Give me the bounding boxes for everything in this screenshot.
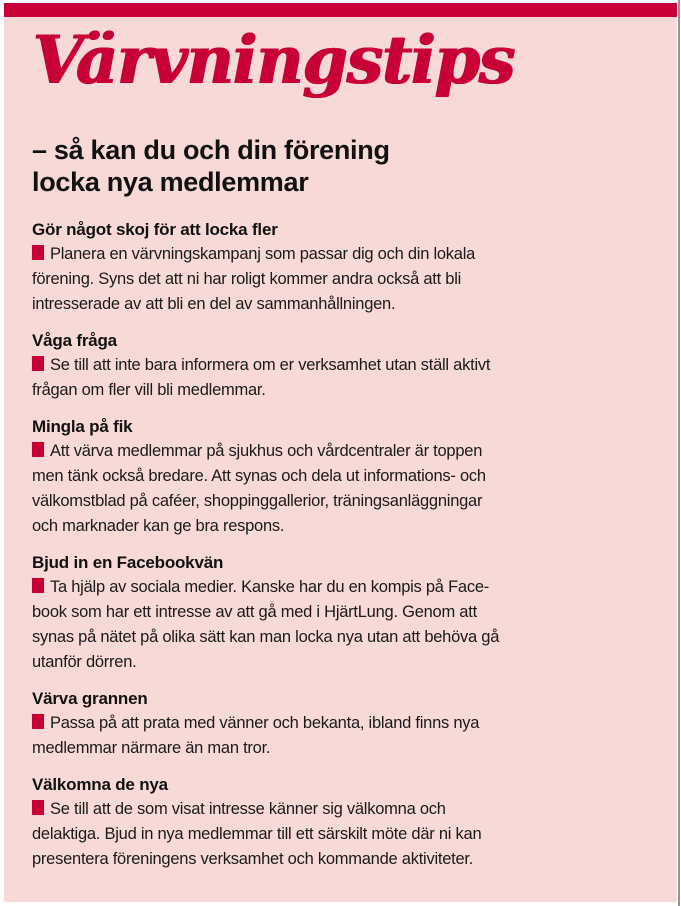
tip-line: [32, 242, 632, 267]
subtitle-line-1: – så kan du och din förening: [32, 135, 390, 165]
tip-item: [32, 415, 632, 539]
tip-body: [32, 353, 632, 403]
tip-heading: Våga fråga: [32, 331, 117, 350]
tip-item: [32, 218, 632, 317]
bullet-square-icon: [32, 245, 44, 260]
subtitle-line-2: locka nya medlemmar: [32, 167, 309, 197]
bullet-square-icon: [32, 714, 44, 729]
tip-heading: Välkomna de nya: [32, 775, 168, 794]
page-right-edge: [678, 0, 680, 906]
bullet-square-icon: [32, 578, 44, 593]
tip-heading: Bjud in en Facebookvän: [32, 553, 224, 572]
tip-line: frågan om fler vill bli medlemmar.: [32, 381, 266, 399]
tip-body: [32, 797, 632, 872]
bullet-square-icon: [32, 356, 44, 371]
tip-line: och marknader kan ge bra respons.: [32, 517, 285, 535]
tip-line: utanför dörren.: [32, 653, 137, 671]
tip-line: [32, 353, 632, 378]
tip-body: [32, 711, 632, 761]
tip-line: [32, 711, 632, 736]
tip-item: [32, 329, 632, 403]
tip-line: [32, 797, 632, 822]
tip-item: [32, 773, 632, 872]
top-accent-bar: [4, 3, 677, 17]
tip-line-text: Se till att inte bara informera om er verksamhet utan ställ aktivt: [50, 356, 491, 374]
tip-item: [32, 687, 632, 761]
tip-line: [32, 439, 632, 464]
page-subtitle: [32, 134, 390, 198]
tip-heading: Gör något skoj för att locka fler: [32, 220, 278, 239]
tip-line: delaktiga. Bjud in nya medlemmar till ett särskilt möte där ni kan: [32, 825, 482, 843]
tip-line-text: Ta hjälp av sociala medier. Kanske har du en kompis på Face-: [50, 578, 489, 596]
tip-item: [32, 551, 632, 675]
tip-heading: Mingla på fik: [32, 417, 133, 436]
tip-line: presentera föreningens verksamhet och kommande aktiviteter.: [32, 850, 474, 868]
tip-heading: Värva grannen: [32, 689, 148, 708]
page-title: Värvningstips: [32, 21, 514, 99]
tip-body: [32, 439, 632, 539]
document-page: [4, 3, 677, 902]
bullet-square-icon: [32, 800, 44, 815]
tip-line: förening. Syns det att ni har roligt kommer andra också att bli: [32, 270, 462, 288]
tip-line: book som har ett intresse av att gå med i HjärtLung. Genom att: [32, 603, 477, 621]
tips-list: [32, 218, 632, 884]
tip-line-text: Se till att de som visat intresse känner sig välkomna och: [50, 800, 446, 818]
tip-line-text: Planera en värvningskampanj som passar dig och din lokala: [50, 245, 476, 263]
tip-line: men tänk också bredare. Att synas och dela ut informations- och: [32, 467, 486, 485]
tip-line: [32, 575, 632, 600]
tip-line-text: Passa på att prata med vänner och bekanta, ibland finns nya: [50, 714, 480, 732]
bullet-square-icon: [32, 442, 44, 457]
tip-body: [32, 575, 632, 675]
tip-line: synas på nätet på olika sätt kan man locka nya utan att behöva gå: [32, 628, 500, 646]
tip-body: [32, 242, 632, 317]
tip-line: medlemmar närmare än man tror.: [32, 739, 271, 757]
tip-line-text: Att värva medlemmar på sjukhus och vårdcentraler är toppen: [50, 442, 483, 460]
tip-line: intresserade av att bli en del av sammanhållningen.: [32, 295, 396, 313]
tip-line: välkomstblad på caféer, shoppinggallerior, träningsanläggningar: [32, 492, 483, 510]
